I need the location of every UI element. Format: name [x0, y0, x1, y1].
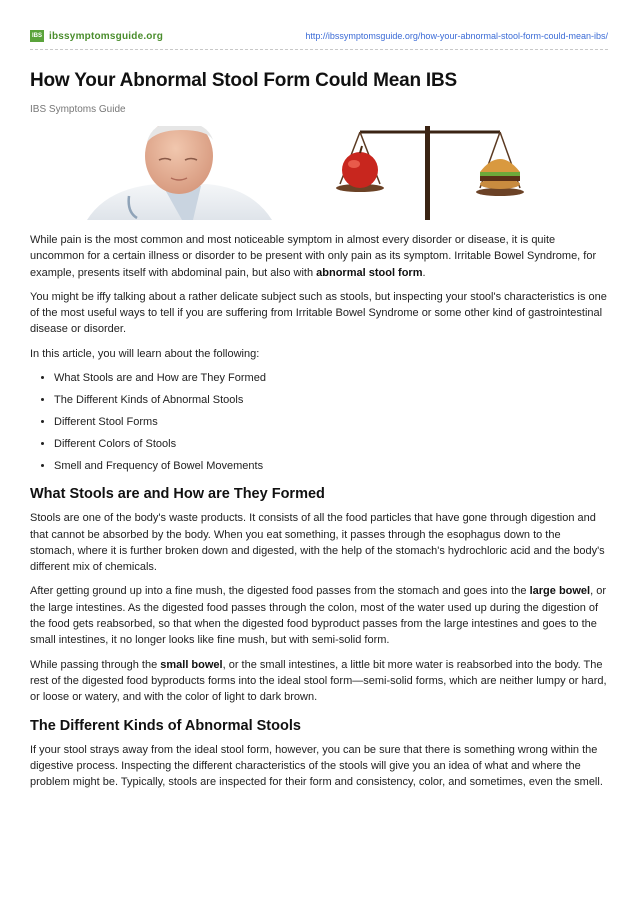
section-heading: What Stools are and How are They Formed — [30, 485, 325, 502]
paragraph: After getting ground up into a fine mush, the digested food passes from the stomach and goes into the large bowel, or the large intestines. As the digested food passes through the colon, most of the water used up during the digestion of the food gets reabsorbed, so that when the digested food byproduct passes from the large intestines and goes to the small intestines, it no longer looks like fine mush, but with semi-solid form. — [30, 585, 607, 647]
header-divider — [30, 49, 608, 50]
paragraph: If your stool strays away from the ideal stool form, however, you can be sure that there is something wrong within the digestive process. Inspecting the different characteristics of the stools will give you an idea of what and where the problem might be. Typically, stools are inspected for their form and consistency, color, and sometimes, even the smell. — [30, 743, 603, 789]
paragraph: While passing through the small bowel, or the small intestines, a little bit more water is reabsorbed into the body. The rest of the digested food byproducts forms into the ideal stool form—semi-solid forms, which are neither lumpy or hard, or loose or watery, and with the color of light to dark brown. — [30, 658, 607, 704]
site-brand[interactable] — [30, 30, 163, 42]
page-url-link[interactable]: http://ibssymptomsguide.org/how-your-abnormal-stool-form-could-mean-ibs/ — [305, 31, 608, 41]
paragraph: In this article, you will learn about the following: — [30, 347, 260, 360]
paragraph: Stools are one of the body's waste products. It consists of all the food particles that have gone through digestion and that cannot be absorbed by the body. When you eat something, it passes through the esophagus down to the stomach, where it is further broken down and digested, with the help of the stomach's hydrochloric acid and the body's different mix of chemicals. — [30, 512, 605, 574]
bold-term: abnormal stool form — [316, 266, 423, 279]
page-header — [30, 28, 608, 44]
site-name[interactable]: ibssymptomsguide.org — [49, 30, 164, 42]
doctor-photo — [67, 126, 310, 220]
article-body — [30, 232, 608, 799]
bold-term: large bowel — [529, 585, 591, 598]
article-byline: IBS Symptoms Guide — [30, 104, 126, 115]
food-scale-photo — [330, 126, 530, 220]
topics-list — [30, 370, 608, 474]
list-item: • What Stools are and How are They Formed — [54, 370, 608, 386]
bold-term: small bowel — [160, 658, 223, 671]
list-item: • Different Stool Forms — [54, 414, 608, 430]
section-heading: The Different Kinds of Abnormal Stools — [30, 717, 301, 734]
site-logo-icon: IBS — [30, 30, 44, 42]
intro-paragraph: While pain is the most common and most noticeable symptom in almost every disorder or disease, it is quite uncommon for a certain illness or disorder to be present with only pain as its symptom. Irritable Bowel Syndrome, for example, presents itself with abdominal pain, but also with abnormal stool form. — [30, 234, 597, 279]
list-item: • The Different Kinds of Abnormal Stools — [54, 392, 608, 408]
paragraph: You might be iffy talking about a rather delicate subject such as stools, but inspecting your stool's characteristics is one of the most useful ways to tell if you are suffering from Irritable Bowel Syndrome or some other kind of gastrointestinal disease or disorder. — [30, 290, 607, 336]
list-item: • Smell and Frequency of Bowel Movements — [54, 458, 608, 474]
article-title: How Your Abnormal Stool Form Could Mean IBS — [30, 70, 457, 91]
list-item: • Different Colors of Stools — [54, 436, 608, 452]
